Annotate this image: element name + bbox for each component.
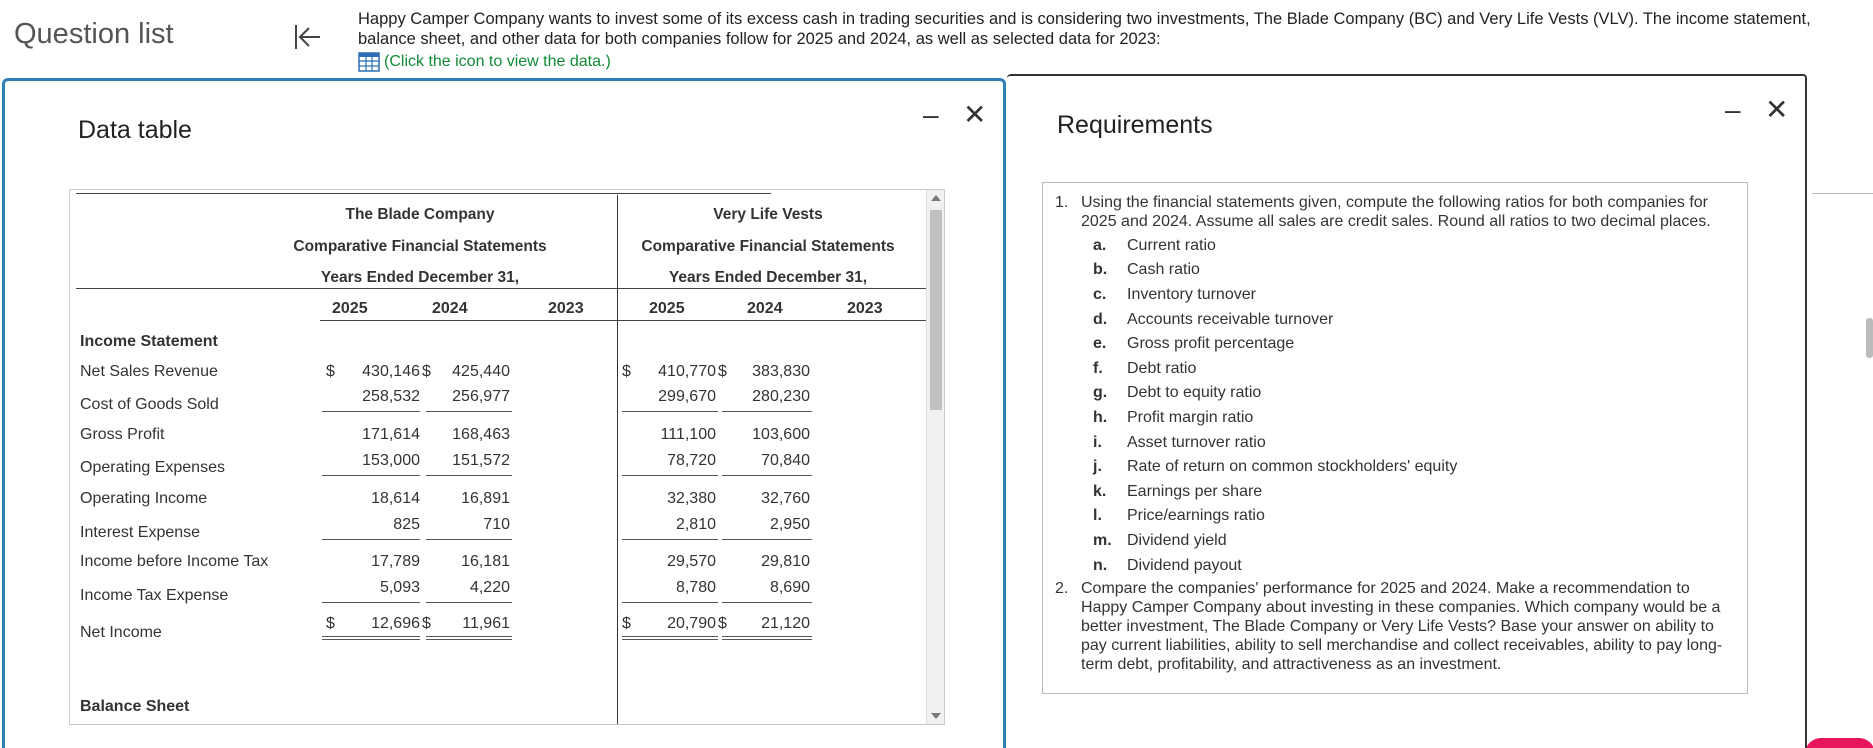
close-button[interactable]: ✕: [963, 99, 987, 130]
bc-2025-net-sales: 430,146: [362, 363, 420, 380]
requirement-1: 1. Using the financial statements given, compute the following ratios for both companies for 2025 and 2024. Assume all sales are credit sales. Round all ratios to two decimal places.: [1055, 193, 1737, 231]
list-item: l. Price/earnings ratio: [1093, 507, 1265, 525]
vlv-2025-income-before-tax: 29,570: [667, 553, 716, 570]
list-item: i. Asset turnover ratio: [1093, 433, 1266, 451]
bc-company-name: The Blade Company: [345, 206, 495, 223]
list-item: c. Inventory turnover: [1093, 285, 1256, 303]
bc-statement-title: Comparative Financial Statements: [293, 238, 547, 255]
list-item: f. Debt ratio: [1093, 359, 1197, 377]
requirements-title: Requirements: [1057, 111, 1213, 139]
row-label-operating-expenses: Operating Expenses: [80, 459, 225, 476]
table-grid-icon[interactable]: [358, 52, 380, 72]
dollar-sign: $: [718, 363, 727, 380]
bc-year-2023: 2023: [548, 300, 584, 317]
list-item: m. Dividend yield: [1093, 531, 1227, 549]
row-label-operating-income: Operating Income: [80, 490, 208, 507]
table-scrollbar[interactable]: [926, 190, 944, 724]
bc-2024-operating-expenses: 151,572: [452, 452, 510, 469]
vlv-2024-income-tax: 8,690: [769, 579, 810, 596]
row-label-income-tax-expense: Income Tax Expense: [80, 587, 229, 604]
vlv-year-2023: 2023: [847, 300, 883, 317]
list-item: a. Current ratio: [1093, 236, 1216, 254]
data-table-modal: [2, 78, 1006, 748]
row-label-income-before-tax: Income before Income Tax: [80, 553, 269, 570]
divider: [1812, 193, 1873, 194]
bc-2025-operating-expenses: 153,000: [362, 452, 420, 469]
dollar-sign: $: [622, 363, 631, 380]
bc-2024-operating-income: 16,891: [461, 490, 510, 507]
dollar-sign: $: [326, 615, 335, 632]
vlv-period: Years Ended December 31,: [668, 269, 868, 286]
list-item: d. Accounts receivable turnover: [1093, 310, 1334, 328]
row-label-net-sales: Net Sales Revenue: [80, 363, 218, 380]
question-intro-text: Happy Camper Company wants to invest some of its excess cash in trading securities and is considering two investments, The Blade Company (BC) and Very Life Vests (VLV). The income statement, balance sheet, and other data for both companies follow for 2025 and 2024, as well as selected data for 2023:: [358, 10, 1811, 48]
bc-year-2025: 2025: [332, 300, 368, 317]
list-item: h. Profit margin ratio: [1093, 408, 1254, 426]
balance-sheet-section: Balance Sheet: [80, 698, 190, 715]
bc-2025-income-before-tax: 17,789: [371, 553, 420, 570]
vlv-2024-gross-profit: 103,600: [752, 426, 810, 443]
vlv-company-name: Very Life Vests: [713, 206, 823, 223]
row-label-gross-profit: Gross Profit: [80, 426, 165, 443]
bc-2025-income-tax: 5,093: [379, 579, 420, 596]
list-item: b. Cash ratio: [1093, 261, 1200, 279]
collapse-panel-icon[interactable]: [290, 22, 324, 52]
list-item: g. Debt to equity ratio: [1093, 384, 1262, 402]
income-statement-section: Income Statement: [80, 333, 218, 350]
bc-2025-cogs: 258,532: [362, 388, 420, 405]
scroll-up-arrow-icon[interactable]: [931, 195, 941, 201]
dollar-sign: $: [326, 363, 335, 380]
dollar-sign: $: [622, 615, 631, 632]
bc-2024-income-tax: 4,220: [469, 579, 510, 596]
scroll-down-arrow-icon[interactable]: [931, 713, 941, 719]
bc-2024-net-sales: 425,440: [452, 363, 510, 380]
list-item: k. Earnings per share: [1093, 482, 1263, 500]
question-list-title[interactable]: Question list: [14, 18, 174, 50]
dollar-sign: $: [718, 615, 727, 632]
requirements-list: [1042, 182, 1748, 694]
requirement-2-text: Compare the companies' performance for 2025 and 2024. Make a recommendation to Happy Camper Company about investing in these companies. Which company would be a better investment, The Blade Company or Very Life Vests? Base your answer on ability to pay current liabilities, ability to sell merchandise and collect receivables, ability to pay long-term debt, profitability, and attractiveness as an investment.: [1081, 580, 1723, 674]
vlv-2024-operating-expenses: 70,840: [761, 452, 810, 469]
vlv-2024-net-income: 21,120: [761, 615, 810, 632]
vlv-2025-net-income: 20,790: [667, 615, 716, 632]
accent-button-edge[interactable]: [1805, 738, 1873, 748]
bc-year-2024: 2024: [432, 300, 468, 317]
row-label-cogs: Cost of Goods Sold: [80, 396, 219, 413]
list-item: e. Gross profit percentage: [1093, 335, 1295, 353]
scroll-thumb[interactable]: [930, 210, 942, 410]
vlv-2025-operating-income: 32,380: [667, 490, 716, 507]
vlv-2024-net-sales: 383,830: [752, 363, 810, 380]
ratio-sublist: [1055, 233, 1737, 577]
vlv-2024-operating-income: 32,760: [761, 490, 810, 507]
vlv-2024-interest-expense: 2,950: [769, 516, 810, 533]
vlv-2025-gross-profit: 111,100: [660, 426, 716, 443]
vlv-2025-net-sales: 410,770: [658, 363, 716, 380]
list-item: j. Rate of return on common stockholders' equity: [1093, 458, 1458, 476]
dollar-sign: $: [422, 363, 431, 380]
bc-period: Years Ended December 31,: [320, 269, 520, 286]
view-data-link-text[interactable]: (Click the icon to view the data.): [384, 53, 611, 70]
dollar-sign: $: [422, 615, 431, 632]
financial-data-table: [69, 189, 945, 725]
bc-2025-operating-income: 18,614: [371, 490, 420, 507]
vlv-2025-interest-expense: 2,810: [675, 516, 716, 533]
view-data-link[interactable]: [358, 52, 611, 72]
vlv-2024-income-before-tax: 29,810: [761, 553, 810, 570]
requirement-2: 2. Compare the companies' performance for 2025 and 2024. Make a recommendation to Happy Camper Company about investing in these companies. Which company would be a better investment, The Blade Company or Very Life Vests? Base your answer on ability to pay current liabilities, ability to sell merchandise and collect receivables, ability to pay long-term debt, profitability, and attractiveness as an investment.: [1055, 579, 1737, 674]
bc-2024-cogs: 256,977: [452, 388, 510, 405]
close-button[interactable]: ✕: [1765, 94, 1789, 125]
bc-2024-income-before-tax: 16,181: [461, 553, 510, 570]
row-label-net-income: Net Income: [80, 624, 162, 641]
vlv-2025-income-tax: 8,780: [675, 579, 716, 596]
requirements-modal: [1007, 74, 1807, 748]
vlv-year-2024: 2024: [747, 300, 783, 317]
bc-2024-net-income: 11,961: [462, 615, 510, 632]
vlv-2024-cogs: 280,230: [752, 388, 810, 405]
vlv-year-2025: 2025: [649, 300, 685, 317]
row-label-interest-expense: Interest Expense: [80, 524, 201, 541]
vlv-2025-cogs: 299,670: [658, 388, 716, 405]
bc-2024-gross-profit: 168,463: [452, 426, 510, 443]
bc-2025-interest-expense: 825: [393, 516, 420, 533]
bc-2024-interest-expense: 710: [483, 516, 510, 533]
page-scroll-thumb[interactable]: [1866, 318, 1873, 358]
vlv-2025-operating-expenses: 78,720: [667, 452, 716, 469]
data-table-title: Data table: [78, 116, 192, 144]
requirement-1-text: Using the financial statements given, compute the following ratios for both companies for 2025 and 2024. Assume all sales are credit sales. Round all ratios to two decimal places.: [1081, 194, 1711, 230]
minimize-button[interactable]: –: [1725, 94, 1741, 125]
bc-2025-gross-profit: 171,614: [362, 426, 420, 443]
vlv-statement-title: Comparative Financial Statements: [641, 238, 895, 255]
minimize-button[interactable]: –: [923, 99, 939, 130]
bc-2025-net-income: 12,696: [371, 615, 420, 632]
list-item: n. Dividend payout: [1093, 556, 1242, 574]
